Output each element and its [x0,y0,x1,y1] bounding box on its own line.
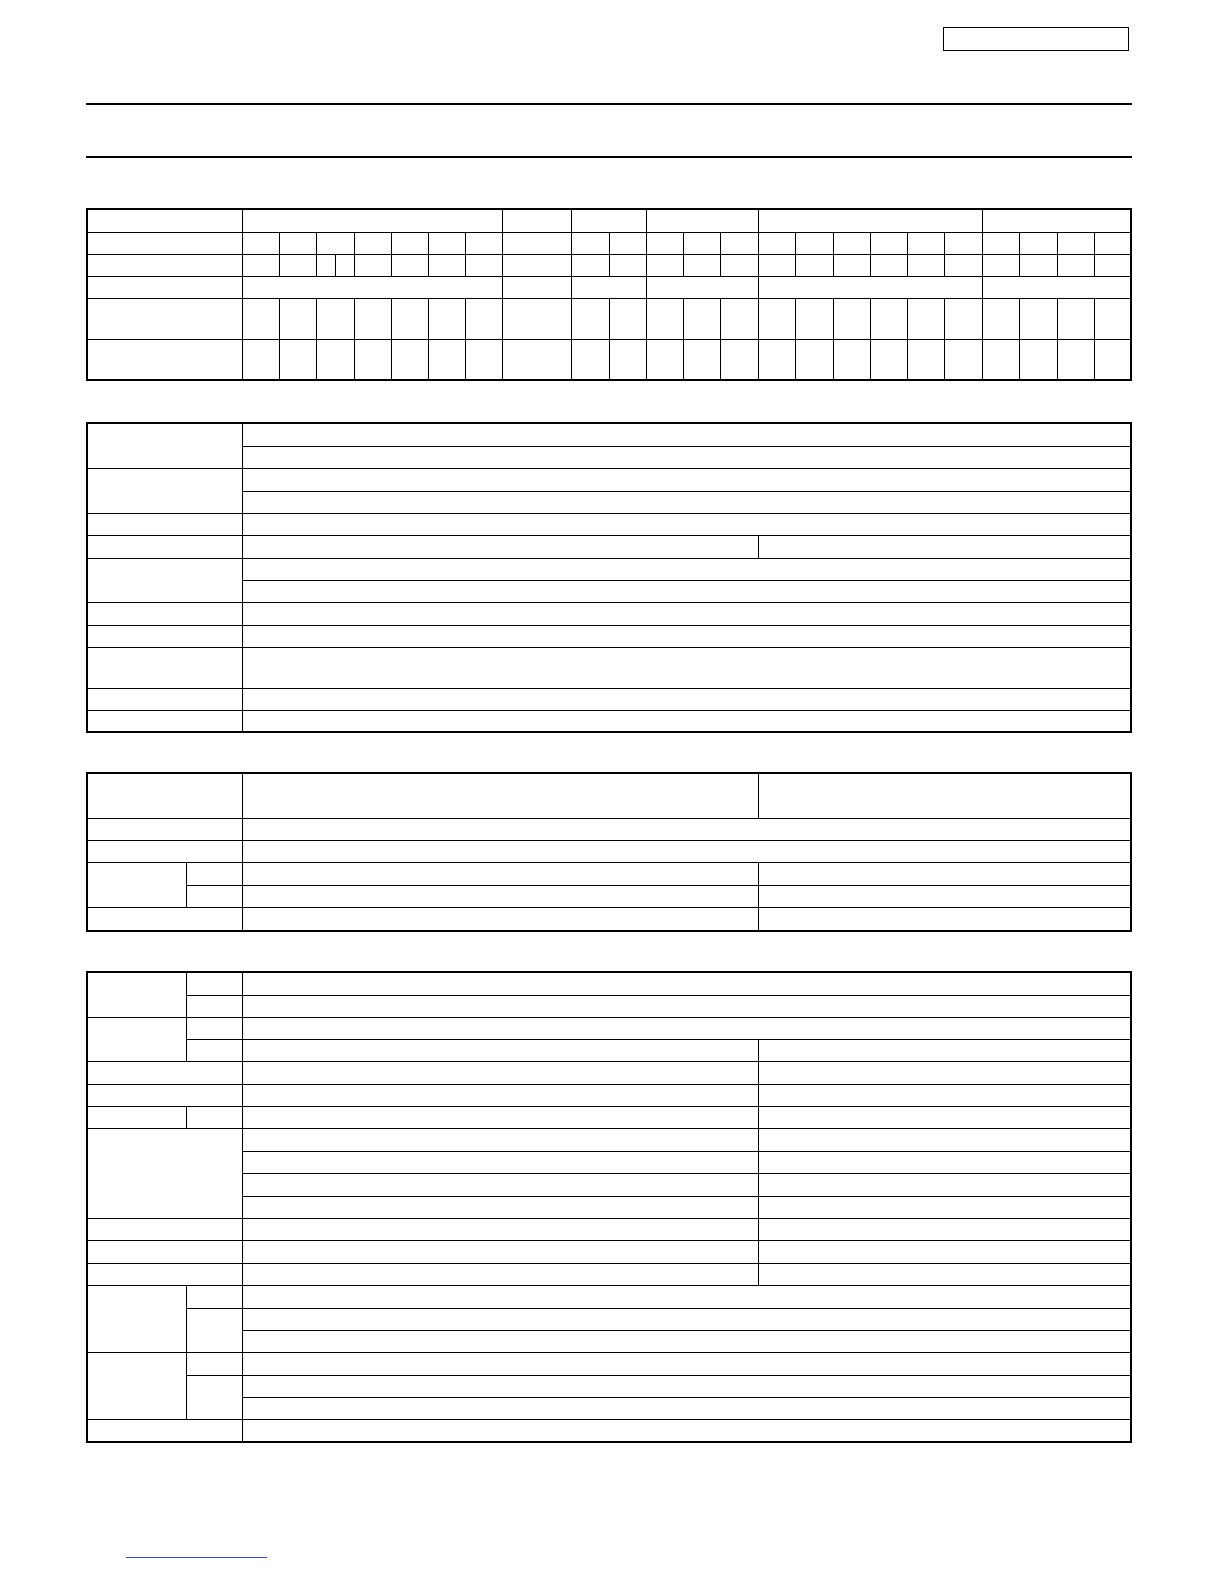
property-value [242,647,1131,688]
matrix-cell [870,232,907,254]
matrix-cell [683,254,720,276]
detail-value [242,1173,758,1196]
detail-value [242,1061,758,1084]
detail-sublabel [186,1308,242,1352]
matrix-cell [833,339,870,380]
detail-sublabel [186,1352,242,1375]
matrix-cell [907,298,944,339]
detail-value [242,1017,1131,1039]
matrix-cell [870,254,907,276]
detail-value [242,1419,1131,1442]
detail-value [242,1128,758,1151]
comparison-value [758,907,1131,931]
footer-link-underline[interactable] [126,1557,267,1558]
matrix-row-label [87,232,242,254]
property-value [242,710,1131,732]
detail-label [87,1218,242,1240]
matrix-cell [795,232,833,254]
detail-label [87,1240,242,1263]
matrix-cell [1094,298,1131,339]
comparison-value [242,818,1131,840]
detail-value [242,1084,758,1106]
detail-label [87,972,186,1017]
matrix-cell [1057,339,1094,380]
property-row [87,602,1131,625]
property-value [758,535,1131,558]
property-value [242,468,1131,491]
matrix-cell [279,339,316,380]
matrix-cell [833,298,870,339]
comparison-row [87,907,1131,931]
matrix-cell [242,298,279,339]
detail-value [242,1106,758,1128]
detail-value [242,1375,1131,1397]
detail-row [87,1285,1131,1308]
properties-table [86,422,1132,733]
property-label [87,535,242,558]
comparison-value [758,862,1131,885]
document-code-box [943,27,1129,51]
detail-value [758,1106,1131,1128]
matrix-cell [502,254,571,276]
property-row [87,647,1131,688]
matrix-cell [944,339,982,380]
property-value [242,535,758,558]
detail-row [87,1352,1131,1375]
property-value [242,580,1131,602]
matrix-cell [720,232,758,254]
matrix-cell [833,232,870,254]
property-label [87,423,242,468]
property-label [87,468,242,513]
matrix-group-cell [982,209,1131,232]
matrix-cell [279,232,316,254]
matrix-cell [982,339,1019,380]
matrix-cell [646,232,683,254]
matrix-cell [465,254,502,276]
detail-label [87,1285,186,1352]
comparison-table [86,772,1132,932]
matrix-group-cell [758,276,982,298]
detail-value [242,995,1131,1017]
matrix-cell [279,298,316,339]
matrix-cell [428,232,465,254]
detail-value [758,1240,1131,1263]
detail-value [242,1397,1131,1419]
matrix-cell [571,254,609,276]
property-value [242,423,1131,446]
matrix-cell [428,254,465,276]
matrix-group-cell [982,276,1131,298]
matrix-cell [502,298,571,339]
matrix-group-cell [242,209,502,232]
matrix-cell [465,339,502,380]
comparison-value [242,907,758,931]
matrix-group-cell [646,209,758,232]
footer-link[interactable] [126,1540,267,1556]
matrix-cell [354,254,391,276]
matrix-cell [758,232,795,254]
matrix-cell [795,254,833,276]
matrix-cell [982,254,1019,276]
matrix-cell [683,232,720,254]
matrix-cell [646,339,683,380]
matrix-cell [982,232,1019,254]
matrix-data-row [87,254,1131,276]
detail-row [87,1419,1131,1442]
matrix-group-cell [571,276,646,298]
property-value [242,513,1131,535]
matrix-cell [646,298,683,339]
matrix-cell [502,339,571,380]
property-value [242,625,1131,647]
detail-value [242,1330,1131,1352]
matrix-group-cell [502,276,571,298]
matrix-cell [1019,339,1057,380]
detail-row [87,1017,1131,1039]
comparison-label [87,862,186,907]
detail-label [87,1263,242,1285]
matrix-cell [609,339,646,380]
property-row [87,625,1131,647]
property-label [87,710,242,732]
matrix-cell [1057,232,1094,254]
comparison-row [87,862,1131,885]
property-row [87,535,1131,558]
matrix-cell [944,298,982,339]
matrix-group-cell [646,276,758,298]
matrix-group-row [87,276,1131,298]
detail-row [87,1128,1131,1151]
matrix-cell [391,339,428,380]
comparison-value [242,862,758,885]
matrix-tall-row [87,298,1131,339]
comparison-header-row [87,773,1131,818]
detail-sublabel [186,1375,242,1419]
matrix-cell [1019,254,1057,276]
detail-row [87,1263,1131,1285]
matrix-cell [1019,232,1057,254]
detail-row [87,1330,1131,1352]
property-row [87,710,1131,732]
matrix-cell [1094,254,1131,276]
matrix-subheader-row [87,232,1131,254]
property-row [87,688,1131,710]
matrix-cell [609,254,646,276]
detail-spec-table [86,971,1132,1443]
matrix-cell [1019,298,1057,339]
matrix-cell [982,298,1019,339]
detail-row [87,1308,1131,1330]
spec-matrix-table [86,208,1132,381]
matrix-cell [758,298,795,339]
property-label [87,625,242,647]
detail-value [758,1128,1131,1151]
detail-label [87,1128,242,1218]
matrix-cell [609,298,646,339]
matrix-cell [795,298,833,339]
matrix-cell [646,254,683,276]
detail-value [758,1218,1131,1240]
detail-value [242,1039,758,1061]
detail-value [242,1151,758,1173]
matrix-cell [609,232,646,254]
detail-row [87,1106,1131,1128]
detail-value [758,1196,1131,1218]
property-row [87,580,1131,602]
matrix-cell [907,232,944,254]
matrix-cell [465,298,502,339]
matrix-cell [1094,232,1131,254]
detail-value [242,1240,758,1263]
matrix-cell [571,339,609,380]
property-row [87,423,1131,446]
comparison-row [87,885,1131,907]
detail-row [87,1218,1131,1240]
detail-value [758,1263,1131,1285]
matrix-cell [907,254,944,276]
detail-row [87,972,1131,995]
detail-value [242,1285,1131,1308]
matrix-row-label [87,276,242,298]
title-bottom-rule [86,156,1132,158]
detail-sublabel [186,972,242,995]
comparison-sublabel [186,885,242,907]
detail-sublabel [186,1017,242,1039]
detail-label [87,1106,186,1128]
matrix-cell [944,232,982,254]
matrix-cell [428,339,465,380]
detail-value [758,1039,1131,1061]
comparison-label [87,907,242,931]
matrix-cell [502,232,571,254]
detail-row [87,1039,1131,1061]
matrix-cell [683,339,720,380]
property-row [87,491,1131,513]
comparison-sublabel [186,862,242,885]
matrix-group-header-row [87,209,1131,232]
property-label [87,688,242,710]
matrix-cell [833,254,870,276]
matrix-cell [354,232,391,254]
matrix-cell [316,232,354,254]
title-top-rule [86,103,1132,105]
matrix-group-cell [502,209,571,232]
comparison-column-header [242,773,758,818]
matrix-group-cell [758,209,982,232]
detail-label [87,1017,186,1061]
matrix-cell [354,298,391,339]
matrix-cell [720,254,758,276]
detail-row [87,1196,1131,1218]
matrix-split-cell [316,254,354,276]
property-row [87,468,1131,491]
matrix-cell [758,339,795,380]
matrix-cell [391,254,428,276]
comparison-row [87,818,1131,840]
property-label [87,602,242,625]
matrix-cell [242,254,279,276]
comparison-label [87,773,242,818]
detail-value [242,972,1131,995]
detail-value [242,1352,1131,1375]
matrix-cell [242,232,279,254]
detail-value [242,1263,758,1285]
detail-value [758,1061,1131,1084]
detail-row [87,1397,1131,1419]
matrix-cell [428,298,465,339]
detail-row [87,1375,1131,1397]
detail-sublabel [186,995,242,1017]
matrix-cell [391,298,428,339]
detail-row [87,1173,1131,1196]
matrix-cell [758,254,795,276]
detail-value [758,1151,1131,1173]
matrix-cell [242,339,279,380]
detail-value [758,1173,1131,1196]
detail-row [87,1061,1131,1084]
property-value [242,602,1131,625]
property-value [242,491,1131,513]
property-value [242,446,1131,468]
property-value [242,688,1131,710]
document-title [86,110,1132,150]
matrix-cell [907,339,944,380]
detail-sublabel [186,1285,242,1308]
comparison-label [87,840,242,862]
matrix-cell [279,254,316,276]
property-value [242,558,1131,580]
matrix-cell [870,339,907,380]
matrix-cell [720,339,758,380]
property-label [87,558,242,602]
detail-sublabel [186,1106,242,1128]
matrix-cell [571,232,609,254]
comparison-value [758,885,1131,907]
matrix-cell [391,232,428,254]
matrix-group-cell [571,209,646,232]
matrix-cell [1057,254,1094,276]
matrix-cell [465,232,502,254]
detail-row [87,995,1131,1017]
detail-row [87,1151,1131,1173]
matrix-cell [944,254,982,276]
matrix-cell [795,339,833,380]
comparison-label [87,818,242,840]
comparison-value [242,840,1131,862]
matrix-cell [683,298,720,339]
detail-value [242,1218,758,1240]
matrix-row-label [87,209,242,232]
detail-sublabel [186,1039,242,1061]
matrix-cell [870,298,907,339]
matrix-cell [1057,298,1094,339]
matrix-cell [354,339,391,380]
matrix-cell [571,298,609,339]
matrix-cell [316,339,354,380]
property-row [87,513,1131,535]
detail-label [87,1084,242,1106]
matrix-group-cell [242,276,502,298]
detail-row [87,1240,1131,1263]
matrix-row-label [87,298,242,339]
detail-value [242,1308,1131,1330]
detail-label [87,1419,242,1442]
detail-value [758,1084,1131,1106]
matrix-cell [1094,339,1131,380]
matrix-cell [720,298,758,339]
detail-row [87,1084,1131,1106]
detail-label [87,1352,186,1419]
property-row [87,446,1131,468]
property-label [87,513,242,535]
matrix-row-label [87,339,242,380]
property-row [87,558,1131,580]
comparison-value [242,885,758,907]
property-label [87,647,242,688]
matrix-tall-row [87,339,1131,380]
matrix-cell [316,298,354,339]
comparison-row [87,840,1131,862]
comparison-column-header [758,773,1131,818]
detail-value [242,1196,758,1218]
detail-label [87,1061,242,1084]
matrix-row-label [87,254,242,276]
